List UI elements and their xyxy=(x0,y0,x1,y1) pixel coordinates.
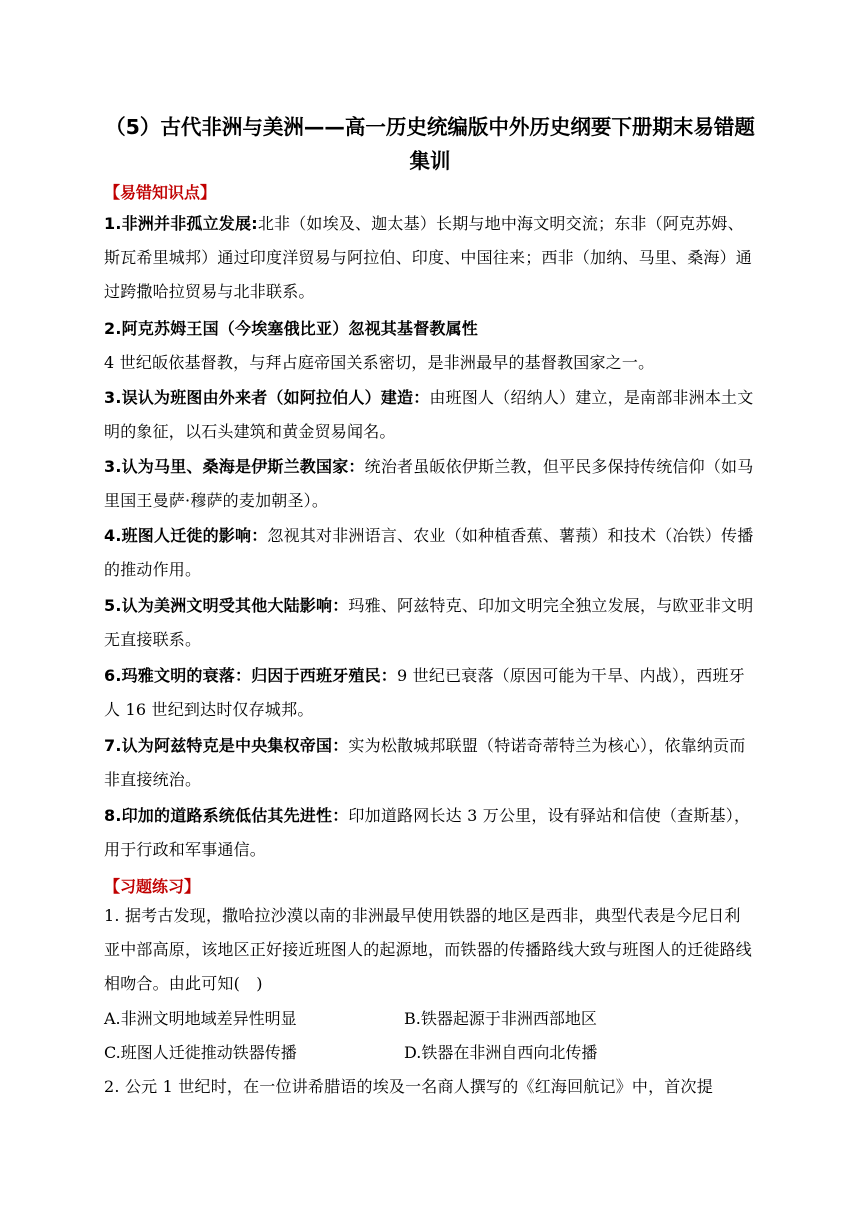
point-3a-body: 由班图人（绍纳人）建立，是南部非洲本土文明的象征，以石头建筑和黄金贸易闻名。 xyxy=(104,388,754,441)
point-8 xyxy=(104,799,754,867)
question-1-stem: 1. 据考古发现，撒哈拉沙漠以南的非洲最早使用铁器的地区是西非，典型代表是今尼日利亚中部高原，该地区正好接近班图人的起源地，而铁器的传播路线大致与班图人的迁徙路线相吻合。由此可知( ) xyxy=(104,906,753,993)
point-2 xyxy=(104,312,754,346)
question-1-option-b: B.铁器起源于非洲西部地区 xyxy=(404,1009,597,1028)
point-6-head: 6.玛雅文明的衰落：归因于西班牙殖民： xyxy=(104,666,398,685)
point-7-body: 实为松散城邦联盟（特诺奇蒂特兰为核心），依靠纳贡而非直接统治。 xyxy=(104,736,746,789)
point-3a xyxy=(104,381,754,449)
point-2-detail: 4 世纪皈依基督教，与拜占庭帝国关系密切，是非洲最早的基督教国家之一。 xyxy=(104,353,655,372)
point-8-head: 8.印加的道路系统低估其先进性： xyxy=(104,806,349,825)
question-1-option-c: C.班图人迁徙推动铁器传播 xyxy=(104,1043,297,1062)
point-5 xyxy=(104,589,754,657)
question-1-option-d: D.铁器在非洲自西向北传播 xyxy=(404,1043,598,1062)
point-1-head: 1.非洲并非孤立发展: xyxy=(104,214,258,233)
point-5-head: 5.认为美洲文明受其他大陆影响： xyxy=(104,596,349,615)
point-1-body: 北非（如埃及、迦太基）长期与地中海文明交流；东非（阿克苏姆、斯瓦希里城邦）通过印度洋贸易与阿拉伯、印度、中国往来；西非（加纳、马里、桑海）通过跨撒哈拉贸易与北非联系。 xyxy=(104,214,753,301)
point-6-body: 9 世纪已衰落（原因可能为干旱、内战），西班牙人 16 世纪到达时仅存城邦。 xyxy=(104,666,745,719)
page-title: （5）古代非洲与美洲——高一历史统编版中外历史纲要下册期末易错题集训 xyxy=(105,115,755,173)
point-2-head: 2.阿克苏姆王国（今埃塞俄比亚）忽视其基督教属性 xyxy=(104,319,479,338)
point-4-body: 忽视其对非洲语言、农业（如种植香蕉、薯蓣）和技术（冶铁）传播的推动作用。 xyxy=(104,526,754,579)
practice-heading: 【习题练习】 xyxy=(104,877,201,896)
question-2-stem: 2. 公元 1 世纪时，在一位讲希腊语的埃及一名商人撰写的《红海回航记》中，首次提 xyxy=(104,1077,713,1096)
point-5-body: 玛雅、阿兹特克、印加文明完全独立发展，与欧亚非文明无直接联系。 xyxy=(104,596,754,649)
point-3b-body: 统治者虽皈依伊斯兰教，但平民多保持传统信仰（如马里国王曼萨·穆萨的麦加朝圣）。 xyxy=(104,457,754,510)
point-1 xyxy=(104,207,754,309)
point-8-body: 印加道路网长达 3 万公里，设有驿站和信使（查斯基），用于行政和军事通信。 xyxy=(104,806,751,859)
point-4-head: 4.班图人迁徙的影响： xyxy=(104,526,268,545)
question-1-option-a: A.非洲文明地域差异性明显 xyxy=(104,1009,297,1028)
knowledge-heading: 【易错知识点】 xyxy=(104,183,217,202)
point-3b xyxy=(104,450,754,518)
point-3a-head: 3.误认为班图由外来者（如阿拉伯人）建造： xyxy=(104,388,430,407)
point-3b-head: 3.认为马里、桑海是伊斯兰教国家： xyxy=(104,457,365,476)
point-4 xyxy=(104,519,754,587)
point-7 xyxy=(104,729,754,797)
point-7-head: 7.认为阿兹特克是中央集权帝国： xyxy=(104,736,349,755)
point-6 xyxy=(104,659,754,727)
